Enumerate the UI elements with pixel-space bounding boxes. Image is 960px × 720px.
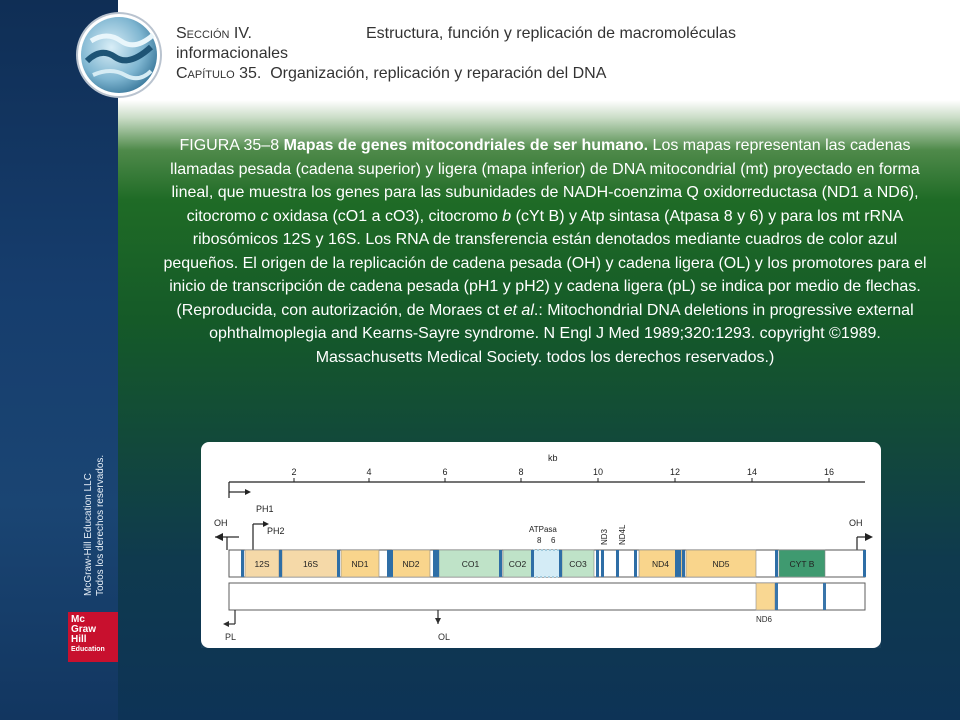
trna-box bbox=[682, 550, 685, 577]
section-title: Estructura, función y replicación de macromoléculas bbox=[366, 25, 736, 42]
section-label: Sección IV. bbox=[176, 25, 252, 42]
credit-line-2: Todos los derechos reservados. bbox=[95, 454, 106, 596]
trna-box bbox=[387, 550, 390, 577]
atp6-label: 6 bbox=[551, 536, 556, 545]
scale-title: kb bbox=[548, 453, 558, 463]
trna-box bbox=[601, 550, 604, 577]
scale-tick-label: 4 bbox=[366, 467, 372, 477]
credit-line-1: McGraw-Hill Education LLC bbox=[83, 473, 94, 596]
trna-box bbox=[616, 550, 619, 577]
chapter-row bbox=[176, 64, 936, 84]
scale-tick-label: 6 bbox=[442, 467, 448, 477]
trna-box bbox=[775, 550, 778, 577]
gene-label: CO2 bbox=[508, 559, 527, 569]
trna-box bbox=[634, 550, 637, 577]
trna-box bbox=[279, 550, 282, 577]
gene-label: CO1 bbox=[461, 559, 480, 569]
section-title-continued: informacionales bbox=[176, 45, 289, 62]
caption-title: Mapas de genes mitocondriales de ser humano. bbox=[283, 137, 649, 154]
copyright-credit bbox=[83, 455, 107, 596]
caption-italic-c: c bbox=[260, 207, 269, 225]
atp8-label: 8 bbox=[537, 536, 542, 545]
reflection-svg bbox=[201, 576, 881, 648]
oh-left-label: OH bbox=[214, 518, 228, 528]
gene-label: 16S bbox=[302, 559, 319, 569]
trna-box bbox=[337, 550, 340, 577]
nd4l-label: ND4L bbox=[618, 524, 627, 545]
nd3-label: ND3 bbox=[600, 528, 609, 545]
trna-box bbox=[241, 550, 244, 577]
atpase-gene bbox=[533, 550, 560, 577]
ol-label: OL bbox=[438, 632, 451, 642]
oh-right-label: OH bbox=[849, 518, 863, 528]
trna-box bbox=[678, 550, 681, 577]
chapter-label: Capítulo 35. bbox=[176, 65, 262, 82]
figure-reflection bbox=[201, 576, 881, 648]
caption-text-4: .: Mitochondrial DNA deletions in progressive external ophthalmoplegia and Kearns-Sayre syndrome. N Engl J Med 1989;320:1293. copyright ©1989. Massachusetts Medical Society. todos los derechos reservados.) bbox=[209, 301, 914, 366]
pl-label: PL bbox=[225, 632, 237, 642]
section-emblem bbox=[78, 14, 160, 96]
gene-label: CO3 bbox=[569, 559, 587, 569]
trna-box bbox=[596, 550, 599, 577]
gene-label: 12S bbox=[254, 559, 270, 569]
chapter-title: Organización, replicación y reparación del DNA bbox=[270, 65, 607, 82]
gene-label: CYT B bbox=[789, 559, 815, 569]
trna-box bbox=[433, 550, 436, 577]
logo-line-3: Hill bbox=[71, 634, 87, 645]
ph2-label: PH2 bbox=[267, 526, 285, 536]
caption-figure-id: FIGURA 35–8 bbox=[179, 137, 280, 154]
caption-italic-b: b bbox=[502, 207, 512, 225]
caption-text-2: oxidasa (cO1 a cO3), citocromo bbox=[268, 207, 503, 225]
publisher-logo bbox=[68, 612, 118, 662]
section-row bbox=[176, 24, 936, 44]
caption-text-3: (cYt B) y Atp sintasa (Atpasa 8 y 6) y para los mt rRNA ribosómicos 12S y 16S. Los RNA de transferencia están denotados mediante cuadros de color azul pequeños. El origen de la replicación de cadena pesada (OH) y cadena ligera (OL) y los promotores para el inicio de transcripción de cadena pesada (pH1 y pH2) y cadena ligera (pL) se indica por medio de flechas. (Reproducida, con autorización, de Moraes ct bbox=[163, 207, 927, 319]
scale-tick-label: 12 bbox=[669, 467, 681, 477]
atpasa-label: ATPasa bbox=[529, 525, 557, 534]
logo-line-4: Education bbox=[71, 646, 105, 653]
scale-tick-label: 14 bbox=[746, 467, 758, 477]
slide-header bbox=[176, 24, 936, 84]
gene-label: ND1 bbox=[351, 559, 369, 569]
scale-tick-label: 2 bbox=[291, 467, 297, 477]
trna-box bbox=[675, 550, 678, 577]
caption-italic-etal: et al bbox=[503, 301, 534, 319]
gene-label: ND2 bbox=[402, 559, 420, 569]
trna-box bbox=[499, 550, 502, 577]
nd6-label: ND6 bbox=[756, 615, 773, 624]
scale-tick-label: 16 bbox=[823, 467, 835, 477]
trna-box bbox=[531, 550, 534, 577]
logo-line-2: Graw bbox=[71, 624, 97, 635]
figure-caption bbox=[160, 134, 930, 369]
gene-label: ND5 bbox=[712, 559, 730, 569]
scale-tick-label: 8 bbox=[518, 467, 524, 477]
scale-tick-label: 10 bbox=[592, 467, 604, 477]
gene-label: ND4 bbox=[651, 559, 670, 569]
trna-box bbox=[863, 550, 866, 577]
molecule-image-icon bbox=[81, 17, 157, 93]
trna-box bbox=[559, 550, 562, 577]
logo-line-1: Mc bbox=[71, 614, 85, 625]
trna-box bbox=[390, 550, 393, 577]
caption-text-1: Los mapas representan las cadenas llamadas pesada (cadena superior) y ligera (mapa inferior) de DNA mitocondrial (mt) proyectado en forma lineal, que muestra los genes para las subunidades de NADH-coenzima Q oxidorreductasa (ND1 a ND6), citocromo bbox=[170, 137, 920, 225]
trna-box bbox=[436, 550, 439, 577]
ph1-label: PH1 bbox=[256, 504, 274, 514]
